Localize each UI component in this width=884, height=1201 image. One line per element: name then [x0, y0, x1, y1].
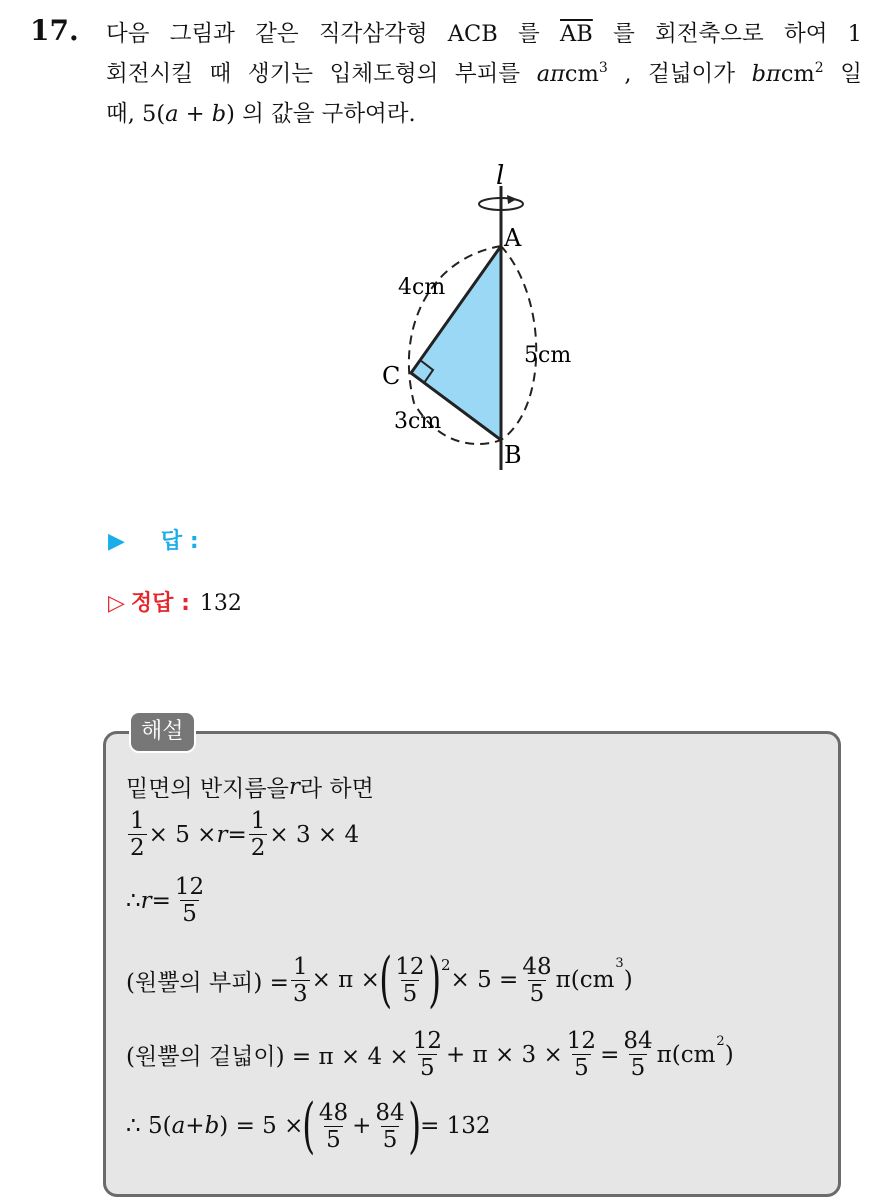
text: +	[185, 1113, 205, 1139]
numerator: 12	[566, 1028, 597, 1054]
text: π(cm	[656, 1041, 716, 1068]
numerator: 12	[412, 1028, 442, 1054]
exponent: 2	[440, 956, 451, 974]
numerator: 1	[250, 808, 266, 834]
label-point-b: B	[504, 441, 522, 469]
exponent: 2	[814, 60, 824, 76]
axis-label: l	[496, 161, 505, 191]
solution-line-1	[126, 770, 374, 803]
problem-number: 17.	[30, 14, 79, 47]
text: 라 하면	[299, 776, 374, 802]
var-r: r	[288, 773, 300, 800]
exponent: 3	[615, 956, 624, 971]
text: +	[178, 101, 212, 127]
text: , 겉넓이가	[607, 61, 752, 87]
numerator: 1	[130, 808, 145, 834]
numerator: 48	[522, 953, 552, 980]
numerator: 1	[292, 953, 308, 980]
text: ∴ 5(	[126, 1113, 172, 1139]
unit: cm	[564, 61, 599, 87]
paren: (	[302, 1091, 316, 1161]
pi: π	[766, 61, 781, 87]
outline-triangle-icon: ▷	[108, 591, 125, 616]
fraction	[520, 954, 553, 1007]
solution-line-3	[126, 874, 208, 927]
solution-tag: 해설	[129, 711, 196, 753]
denominator: 5	[326, 1126, 341, 1153]
text: (원뿔의 부피) =	[126, 969, 289, 996]
answer-row	[108, 524, 199, 555]
fraction	[411, 1028, 444, 1081]
text: 를 회전축으로 하여 1	[592, 21, 863, 47]
text: 다음 그림과 같은 직각삼각형 ACB 를	[106, 21, 561, 47]
text: )	[623, 967, 633, 993]
text: +	[352, 1113, 372, 1139]
fraction	[128, 808, 147, 861]
label-length-bc: 3cm	[394, 409, 442, 434]
var-r: r	[216, 821, 228, 848]
paren: (	[379, 945, 393, 1015]
denominator: 5	[529, 980, 545, 1007]
label-point-c: C	[382, 362, 401, 390]
paren: )	[427, 945, 441, 1015]
text: 일	[823, 61, 862, 87]
numerator: 48	[318, 1099, 349, 1126]
denominator: 3	[292, 980, 308, 1007]
denominator: 5	[182, 901, 197, 927]
text: ∴	[126, 887, 141, 914]
text: = 132	[420, 1113, 491, 1139]
text: 때, 5(	[106, 101, 166, 127]
text: (원뿔의 겉넓이) = π × 4 ×	[126, 1044, 409, 1070]
fraction	[373, 1100, 406, 1153]
correct-answer-value: 132	[199, 591, 242, 616]
var-b: b	[751, 61, 767, 87]
denominator: 5	[382, 1126, 398, 1153]
var-a: a	[536, 61, 551, 87]
solution-line-6	[126, 1091, 491, 1161]
text: π(cm	[555, 967, 615, 993]
fraction	[291, 954, 310, 1007]
numerator: 84	[375, 1099, 405, 1126]
numerator: 12	[395, 953, 425, 980]
answer-label: 답 :	[160, 529, 199, 554]
var-b: b	[204, 1113, 220, 1139]
var-b: b	[211, 101, 227, 127]
unit: cm	[780, 61, 815, 87]
text: × 3 × 4	[269, 821, 360, 848]
text: )	[724, 1041, 734, 1068]
text: =	[151, 887, 171, 914]
pi: π	[550, 61, 565, 87]
var-r: r	[140, 887, 152, 914]
correct-answer-label: 정답 :	[130, 591, 190, 616]
problem-line-1	[106, 14, 862, 54]
text: × 5 =	[450, 967, 519, 993]
label-length-ac: 4cm	[398, 275, 446, 300]
denominator: 2	[250, 835, 266, 861]
text: × 5 ×	[148, 821, 217, 848]
numerator: 12	[174, 874, 205, 900]
text: 회전시킬 때 생기는 입체도형의 부피를	[106, 61, 537, 87]
triangle-figure	[370, 158, 610, 478]
solution-line-5	[126, 1028, 734, 1081]
problem-line-2	[106, 54, 862, 94]
paren: )	[407, 1091, 421, 1161]
problem-line-3	[106, 94, 862, 134]
label-length-ab: 5cm	[524, 343, 572, 368]
text: =	[227, 821, 247, 848]
text: ) 의 값을 구하여라.	[226, 101, 416, 127]
solution-line-4	[126, 945, 633, 1015]
fraction	[621, 1028, 654, 1081]
text: =	[600, 1041, 620, 1068]
denominator: 2	[130, 835, 145, 861]
exponent: 3	[598, 60, 608, 76]
arrow-head	[507, 195, 517, 204]
var-a: a	[171, 1113, 186, 1139]
var-a: a	[165, 101, 179, 127]
correct-answer-row	[108, 586, 242, 617]
fraction	[393, 954, 426, 1007]
fraction	[173, 874, 206, 927]
denominator: 5	[630, 1055, 646, 1081]
problem-text	[106, 14, 862, 134]
fraction	[565, 1028, 598, 1081]
play-marker-icon: ▶	[108, 529, 125, 554]
text: 밑면의 반지름을	[126, 776, 289, 802]
label-point-a: A	[504, 224, 522, 252]
denominator: 5	[402, 980, 418, 1007]
denominator: 5	[420, 1055, 435, 1081]
segment-ab: $\overline{AB}$	[560, 21, 593, 47]
fraction	[317, 1100, 350, 1153]
solution-line-2	[126, 808, 359, 861]
exponent: 2	[716, 1034, 725, 1049]
text: + π × 3 ×	[445, 1041, 563, 1068]
fraction	[249, 808, 268, 861]
text: × π ×	[311, 967, 380, 993]
numerator: 84	[623, 1028, 653, 1054]
text: ) = 5 ×	[219, 1113, 304, 1139]
denominator: 5	[574, 1055, 589, 1081]
